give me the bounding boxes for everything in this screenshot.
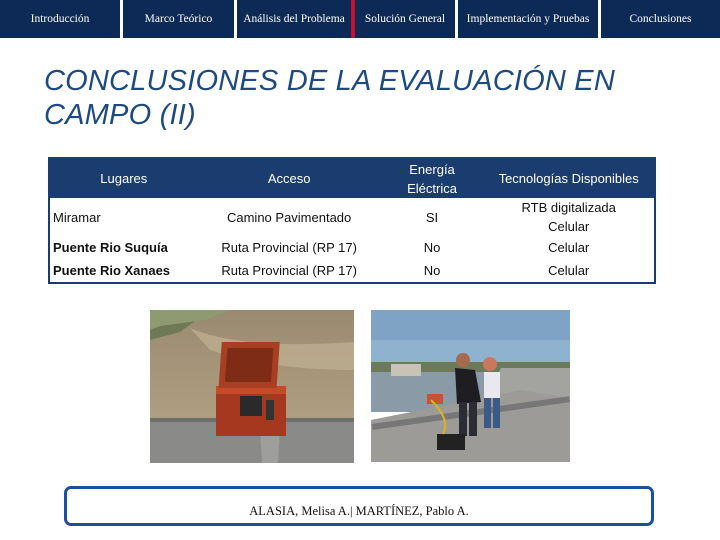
top-navigation (0, 0, 720, 38)
cell-tecnologias: Celular (483, 259, 655, 283)
tab-implementacion-y-pruebas[interactable]: Implementación y Pruebas (466, 13, 590, 25)
table-header-row (49, 158, 655, 198)
table-row (49, 236, 655, 259)
caption-box (64, 486, 654, 526)
tab-marco-teorico[interactable]: Marco Teórico (144, 13, 213, 25)
photo-field-team (371, 310, 570, 462)
cell-acceso: Ruta Provincial (RP 17) (198, 236, 381, 259)
tab-analisis-del-problema[interactable]: Análisis del Problema (243, 13, 345, 25)
header-tecnologias-disponibles: Tecnologías Disponibles (483, 158, 655, 198)
cell-lugar: Puente Rio Xanaes (49, 259, 198, 283)
cell-acceso: Ruta Provincial (RP 17) (198, 259, 381, 283)
photo-river-toolbox (150, 310, 354, 463)
evaluation-table (48, 157, 656, 284)
tab-solucion-general[interactable]: Solución General (364, 13, 446, 25)
photo-river-toolbox-graphic (150, 310, 354, 463)
tab-introduccion[interactable]: Introducción (30, 13, 90, 25)
cell-tecnologias: RTB digitalizada Celular (483, 198, 655, 236)
header-lugares: Lugares (49, 158, 198, 198)
author-caption: ALASIA, Melisa A.| MARTÍNEZ, Pablo A. (249, 504, 469, 518)
cell-energia: No (381, 259, 484, 283)
cell-lugar: Miramar (49, 198, 198, 236)
tab-conclusiones[interactable]: Conclusiones (629, 13, 692, 25)
photo-field-team-graphic (371, 310, 570, 462)
cell-tecnologias: Celular (483, 236, 655, 259)
page-title: CONCLUSIONES DE LA EVALUACIÓN EN CAMPO (II) (44, 65, 615, 131)
table-row (49, 198, 655, 236)
cell-acceso: Camino Pavimentado (198, 198, 381, 236)
cell-energia: SI (381, 198, 484, 236)
header-energia-electrica: Energía Eléctrica (381, 158, 484, 198)
table-row (49, 259, 655, 283)
cell-energia: No (381, 236, 484, 259)
cell-lugar: Puente Rio Suquía (49, 236, 198, 259)
header-acceso: Acceso (198, 158, 381, 198)
